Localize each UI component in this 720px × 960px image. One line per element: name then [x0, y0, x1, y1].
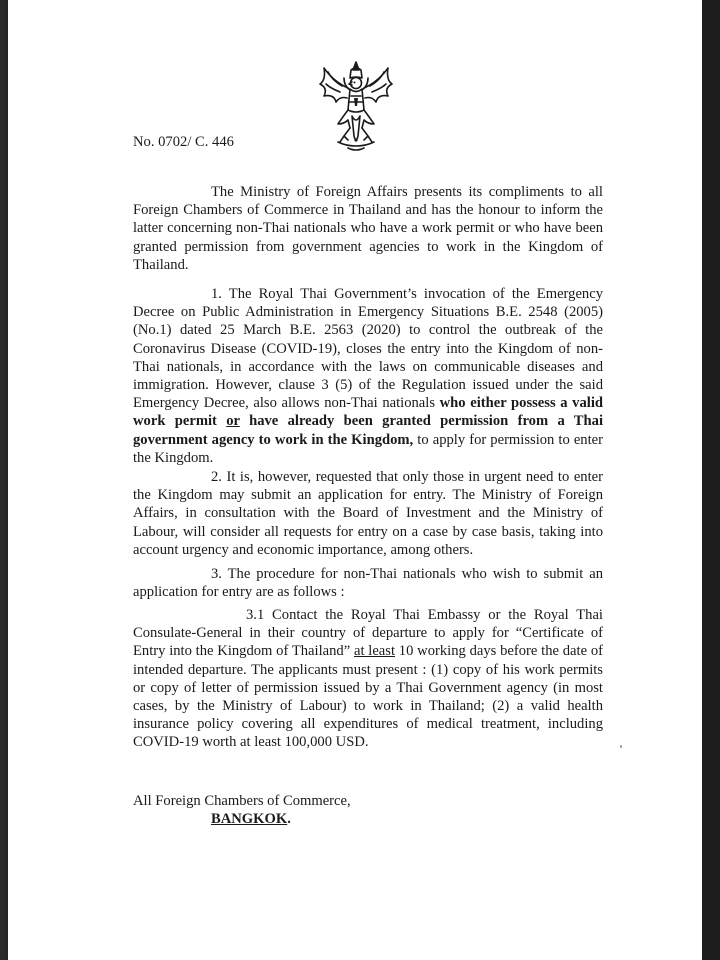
paragraph-1-text-b: to apply for permission to enter the Kingdom. — [133, 431, 603, 466]
paragraph-1 — [133, 285, 603, 467]
paper-speck — [620, 745, 622, 748]
addressee-city — [211, 810, 291, 828]
paragraph-1-text-a: 1. The Royal Thai Government’s invocation of the Emergency Decree on Public Administration in Emergency Situations B.E. 2548 (2005) (No.1) dated 25 March B.E. 2563 (2020) to control the outbreak of the Coronavirus Disease (COVID-19), closes the entry into the Kingdom of non-Thai nationals, in accordance with the laws on communicable diseases and immigration. However, clause 3 (5) of the Regulation issued under the said Emergency Decree, also allows non-Thai nationals — [133, 286, 603, 412]
page-left-edge — [0, 0, 8, 960]
paragraph-1-underlined-or: or — [226, 413, 240, 430]
city-suffix: . — [287, 811, 291, 827]
paragraph-3-1-underlined: at least — [353, 643, 396, 660]
paragraph-1-bold-b: have already been granted permission from a Thai government agency to work in the Kingdom, — [133, 413, 604, 448]
addressee: All Foreign Chambers of Commerce, — [133, 793, 351, 809]
garuda-emblem-icon — [314, 58, 398, 154]
paragraph-1-bold-or — [226, 413, 240, 429]
paragraph-intro: The Ministry of Foreign Affairs presents its compliments to all Foreign Chambers of Commerce in Thailand and has the honour to inform the latter concerning non-Thai nationals who have a work permit or who have been granted permission from government agencies to work in the Kingdom of Thailand. — [133, 184, 603, 273]
paragraph-1-bold-a: who either possess a valid work permit — [133, 395, 603, 430]
paragraph-3-1 — [133, 606, 603, 752]
paragraph-3-1-text-a: 3.1 Contact the Royal Thai Embassy or the Royal Thai Consulate-General in their country of departure to apply for “Certificate of Entry into the Kingdom of Thailand” — [133, 607, 603, 660]
paragraph-2: 2. It is, however, requested that only those in urgent need to enter the Kingdom may submit an application for entry. The Ministry of Foreign Affairs, in consultation with the Board of Investment and the Ministry of Labour, will consider all requests for entry on a case by case basis, taking into account urgency and economic importance, among others. — [133, 469, 603, 558]
paragraph-3: 3. The procedure for non-Thai nationals who wish to submit an application for entry are as follows : — [133, 566, 603, 601]
page-right-edge — [702, 0, 720, 960]
reference-number: No. 0702/ C. 446 — [133, 134, 234, 150]
paragraph-3-1-text-b: 10 working days before the date of intended departure. The applicants must present : (1) copy of his work permits or copy of letter of permission issued by a Thai Government agency (in most cases, by the Ministry of Labour) to work in Thailand; (2) a valid health insurance policy covering all expenditures of medical treatment, including COVID-19 worth at least 100,000 USD. — [133, 643, 603, 751]
city-name: BANGKOK — [211, 811, 288, 827]
